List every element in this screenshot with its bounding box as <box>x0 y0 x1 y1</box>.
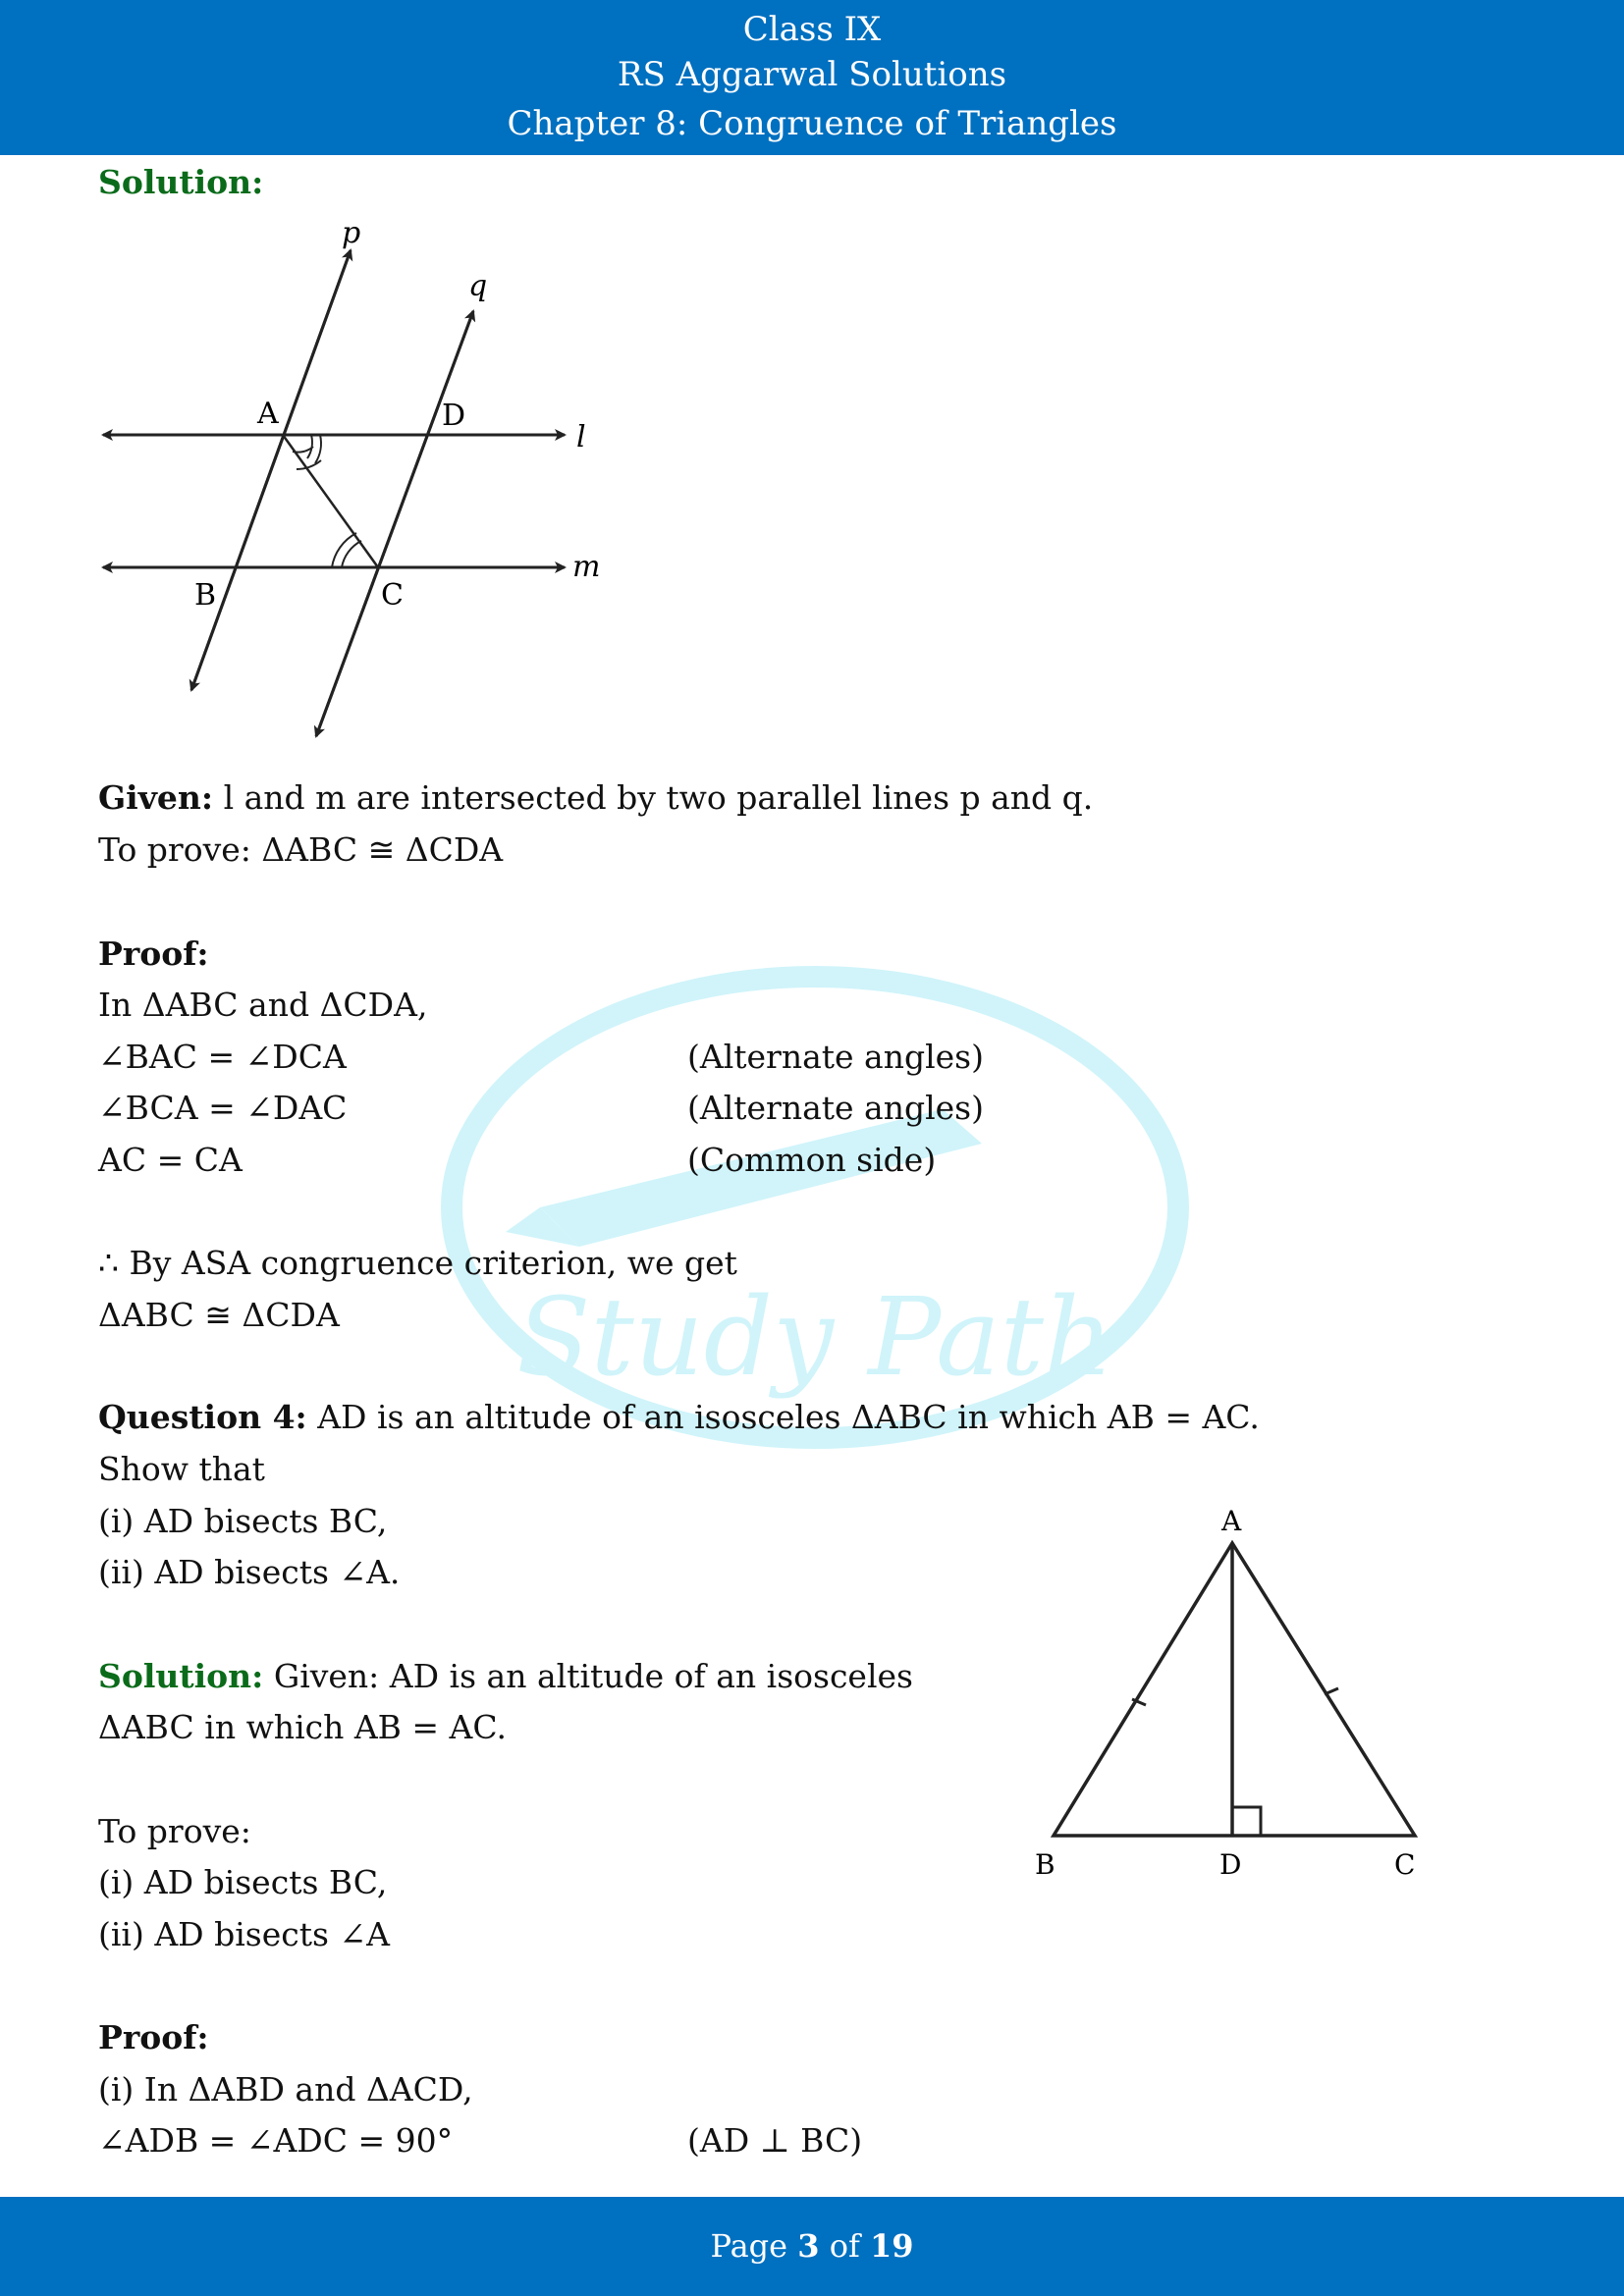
parallel-lines-figure <box>93 221 623 751</box>
label-b: B <box>1035 1848 1056 1881</box>
proof-step-statement: AC = CA <box>98 1141 243 1179</box>
header-book: RS Aggarwal Solutions <box>617 55 1007 94</box>
solution-heading: Solution: <box>98 163 264 201</box>
header-chapter: Chapter 8: Congruence of Triangles <box>507 104 1117 143</box>
label-d: D <box>442 399 466 433</box>
label-c: C <box>1394 1848 1416 1881</box>
label-q: q <box>468 269 488 303</box>
given-label: Given: <box>98 778 214 817</box>
right-angle-mark <box>1232 1807 1261 1836</box>
solution-2-given-cont: ΔABC in which AB = AC. <box>98 1708 507 1746</box>
solution-2-given <box>98 1657 913 1695</box>
proof-label: Proof: <box>98 934 209 973</box>
isosceles-triangle-figure <box>1021 1497 1453 1890</box>
to-prove-line: To prove: ΔABC ≅ ΔCDA <box>98 830 504 869</box>
header-class: Class IX <box>742 10 882 49</box>
solution-2-part-ii: (ii) AD bisects ∠A <box>98 1915 390 1953</box>
solution-2-part-i: (i) AD bisects BC, <box>98 1863 388 1901</box>
solution-2-given-text: Given: AD is an altitude of an isosceles <box>263 1657 913 1695</box>
solution-2-step-statement: ∠ADB = ∠ADC = 90° <box>98 2121 454 2160</box>
given-text: l and m are intersected by two parallel lines p and q. <box>213 778 1094 817</box>
solution-2-proof-label: Proof: <box>98 2018 209 2056</box>
solution-2-proof-intro: (i) In ΔABD and ΔACD, <box>98 2070 473 2109</box>
conclusion-result: ΔABC ≅ ΔCDA <box>98 1296 340 1334</box>
conclusion-line: ∴ By ASA congruence criterion, we get <box>98 1244 737 1282</box>
solution-2-to-prove: To prove: <box>98 1812 251 1850</box>
label-b: B <box>194 578 217 613</box>
question-text: AD is an altitude of an isosceles ΔABC in which AB = AC. <box>306 1398 1260 1436</box>
label-d: D <box>1219 1848 1242 1881</box>
solution-2-step-reason: (AD ⊥ BC) <box>687 2121 863 2160</box>
label-a: A <box>1221 1505 1242 1537</box>
footer-middle: of <box>819 2227 870 2265</box>
question-part-i: (i) AD bisects BC, <box>98 1502 388 1540</box>
footer-current-page: 3 <box>797 2227 820 2265</box>
label-a: A <box>257 397 279 431</box>
proof-step-reason: (Common side) <box>687 1141 937 1179</box>
proof-step-statement: ∠BCA = ∠DAC <box>98 1089 348 1127</box>
solution-2-label: Solution: <box>98 1657 264 1695</box>
given-line <box>98 778 1093 817</box>
angle-arc-c <box>332 533 356 567</box>
proof-step-reason: (Alternate angles) <box>687 1089 984 1127</box>
triangle-abc <box>1054 1543 1415 1836</box>
question-part-ii: (ii) AD bisects ∠A. <box>98 1553 401 1591</box>
proof-step-statement: ∠BAC = ∠DCA <box>98 1038 347 1076</box>
footer-total-pages: 19 <box>869 2227 914 2265</box>
label-l: l <box>576 420 586 454</box>
label-p: p <box>342 221 361 250</box>
page-footer <box>0 2197 1624 2296</box>
question-label: Question 4: <box>98 1398 307 1436</box>
label-c: C <box>381 578 404 613</box>
proof-step-reason: (Alternate angles) <box>687 1038 984 1076</box>
watermark-text: Study Path <box>516 1274 1113 1400</box>
label-m: m <box>572 550 601 584</box>
segment-ac <box>283 435 378 567</box>
question-4 <box>98 1398 1260 1436</box>
footer-prefix: Page <box>710 2227 798 2265</box>
page-header <box>0 0 1624 155</box>
question-show-that: Show that <box>98 1450 265 1488</box>
proof-intro: In ΔABC and ΔCDA, <box>98 986 428 1024</box>
